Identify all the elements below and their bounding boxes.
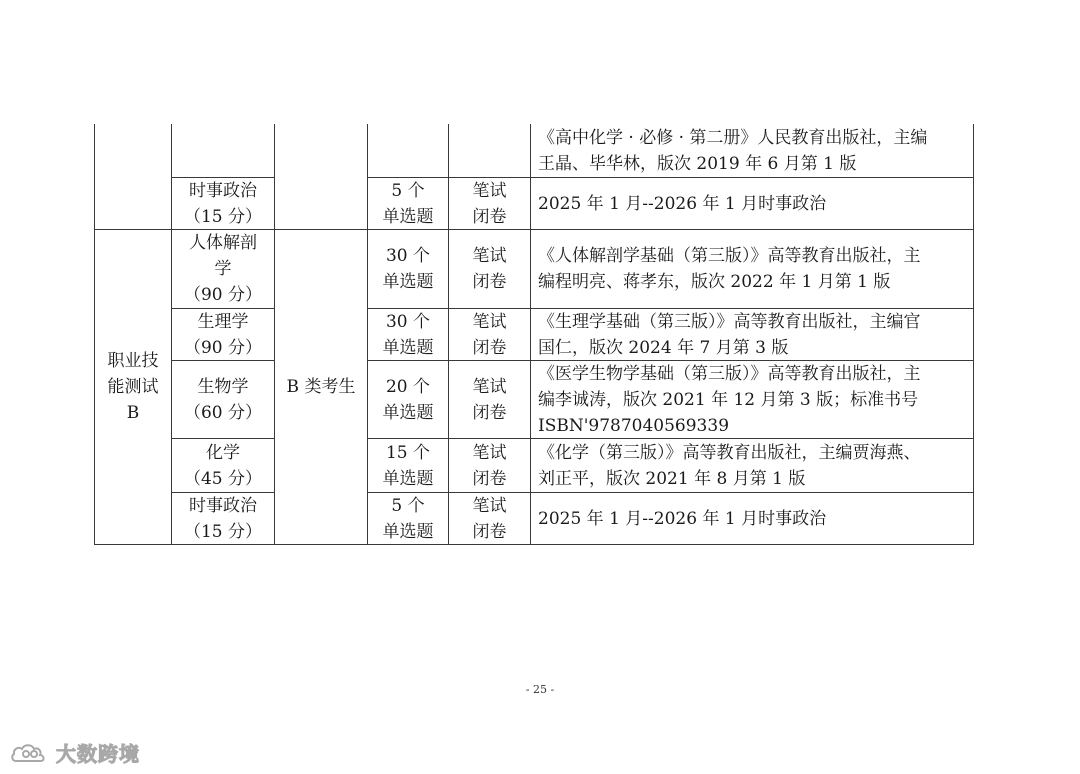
table-cell-exam-form: 笔试 闭卷: [472, 376, 507, 423]
watermark: [10, 738, 140, 767]
table-cell-question-type: 5 个 单选题: [382, 180, 434, 227]
table-cell-exam-form: 笔试 闭卷: [472, 495, 507, 542]
table-cell-reference: 2025 年 1 月--2026 年 1 月时事政治: [538, 193, 827, 214]
table-cell-exam-form: 笔试 闭卷: [472, 180, 507, 227]
table-cell-reference: 《人体解剖学基础（第三版）》高等教育出版社，主 编程明亮、蒋孝东，版次 2022 年 1 月第 1 版: [538, 246, 921, 292]
table-cell-question-type: 30 个 单选题: [382, 311, 434, 358]
table-cell-reference: 《化学（第三版）》高等教育出版社，主编贾海燕、 刘正平，版次 2021 年 8 月第 1 版: [538, 442, 921, 489]
table-cell-category: 职业技 能测试 B: [107, 351, 159, 423]
table-cell-subject: 时事政治 （15 分）: [183, 495, 263, 542]
table-cell-reference: 《医学生物学基础（第三版）》高等教育出版社，主 编李诚涛，版次 2021 年 12 月第 3 版；标准书号 ISBN'9787040569339: [538, 363, 921, 436]
table-cell-subject: 化学 （45 分）: [183, 442, 263, 489]
table-cell-reference: 《生理学基础（第三版）》高等教育出版社，主编官 国仁，版次 2024 年 7 月第 3 版: [538, 311, 921, 358]
table-cell-reference: 《高中化学 · 必修 · 第二册》人民教育出版社，主编 王晶、毕华林，版次 2019 年 6 月第 1 版: [538, 127, 928, 174]
table-cell-subject: 生理学 （90 分）: [183, 311, 263, 358]
table-cell-subject: 生物学 （60 分）: [183, 376, 263, 423]
table-cell-exam-form: 笔试 闭卷: [472, 311, 507, 358]
table-cell-exam-form: 笔试 闭卷: [472, 442, 507, 489]
table-cell-subject: 时事政治 （15 分）: [183, 180, 263, 227]
table-border-right: [973, 124, 974, 545]
table-cell-question-type: 30 个 单选题: [382, 246, 434, 292]
watermark-text: 大数跨境: [56, 742, 140, 766]
cloud-logo-icon: [10, 739, 52, 767]
table-cell-reference: 2025 年 1 月--2026 年 1 月时事政治: [538, 508, 827, 529]
table-cell-exam-form: 笔试 闭卷: [472, 246, 507, 292]
table-cell-question-type: 5 个 单选题: [382, 495, 434, 542]
table-cell-question-type: 15 个 单选题: [382, 442, 434, 489]
table-cell-applicants: B 类考生: [286, 377, 356, 397]
table-cell-subject: 人体解剖 学 （90 分）: [183, 233, 263, 305]
page-number: - 25 -: [525, 683, 555, 696]
table-cell-question-type: 20 个 单选题: [382, 376, 434, 423]
